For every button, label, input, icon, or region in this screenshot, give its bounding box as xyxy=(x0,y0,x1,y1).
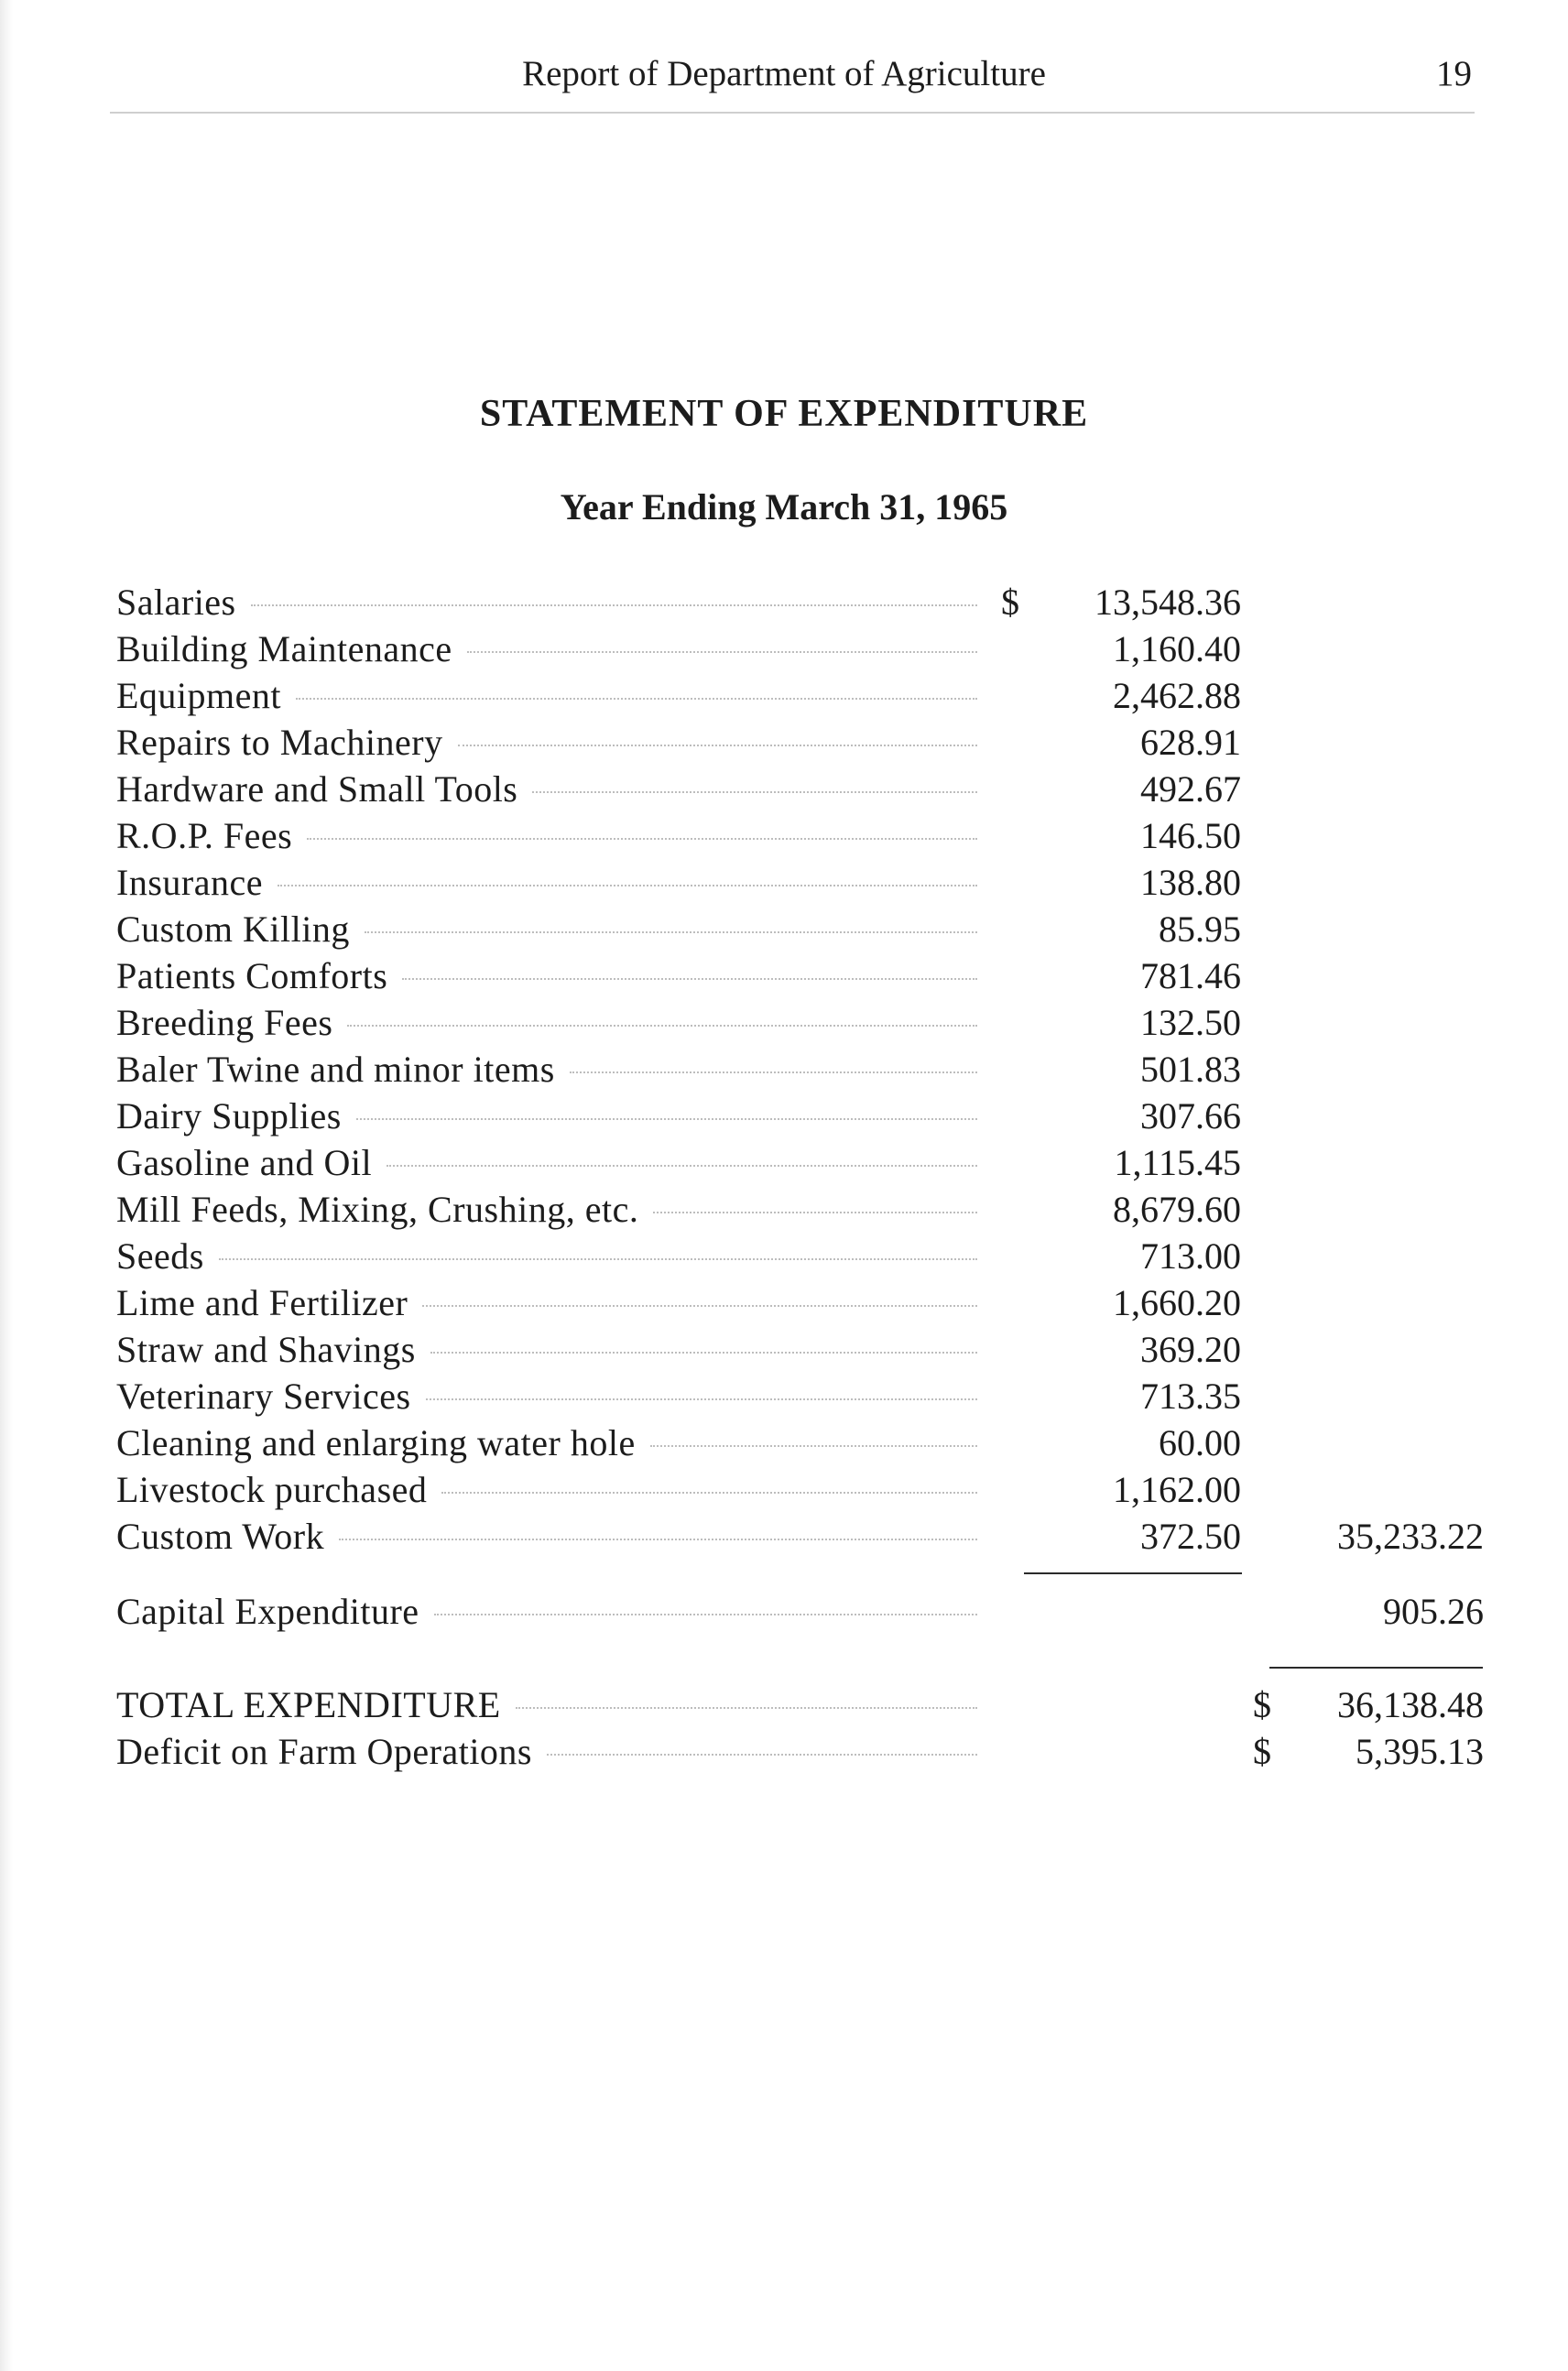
table-row xyxy=(0,952,1568,999)
dot-leader xyxy=(467,651,977,653)
table-row xyxy=(0,1279,1568,1326)
row-label-wrap xyxy=(116,859,986,906)
row-label: Insurance xyxy=(116,862,263,903)
row-amount: 132.50 xyxy=(1140,1002,1241,1043)
row-label: Veterinary Services xyxy=(116,1376,411,1417)
row-label-wrap xyxy=(116,906,986,952)
table-row xyxy=(0,859,1568,906)
capital-section xyxy=(0,1588,1568,1635)
row-amount: 781.46 xyxy=(1140,955,1241,996)
row-label-wrap xyxy=(116,1588,986,1635)
row-amount: 713.35 xyxy=(1140,1376,1241,1417)
dot-leader xyxy=(219,1258,977,1260)
dot-leader xyxy=(516,1707,977,1709)
dot-leader xyxy=(339,1539,977,1540)
row-amount: 372.50 xyxy=(1140,1516,1241,1557)
row-label-wrap xyxy=(116,1466,986,1513)
row-label-wrap xyxy=(116,952,986,999)
dot-leader xyxy=(458,745,977,746)
row-label-wrap xyxy=(116,1139,986,1186)
row-amount: 1,160.40 xyxy=(1113,628,1241,669)
row-amount: 628.91 xyxy=(1140,722,1241,763)
row-amount: 713.00 xyxy=(1140,1235,1241,1277)
row-total: 5,395.13 xyxy=(1356,1731,1484,1772)
row-label-wrap xyxy=(116,672,986,719)
dot-leader xyxy=(441,1492,977,1494)
dot-leader xyxy=(356,1118,977,1120)
table-row xyxy=(0,812,1568,859)
row-amount: 492.67 xyxy=(1140,768,1241,810)
table-row xyxy=(0,1466,1568,1513)
row-label: Baler Twine and minor items xyxy=(116,1049,555,1090)
dot-leader xyxy=(251,604,977,606)
row-label-wrap xyxy=(116,625,986,672)
row-total: 35,233.22 xyxy=(1337,1516,1484,1557)
table-row xyxy=(0,625,1568,672)
row-amount: 1,115.45 xyxy=(1114,1142,1241,1183)
totals-section xyxy=(0,1681,1568,1775)
row-amount: 138.80 xyxy=(1140,862,1241,903)
statement-title: STATEMENT OF EXPENDITURE xyxy=(479,393,1089,435)
table-row xyxy=(0,906,1568,952)
table-row xyxy=(0,1326,1568,1373)
dot-leader xyxy=(307,838,977,840)
table-row xyxy=(0,1681,1568,1728)
dot-leader xyxy=(653,1212,977,1213)
row-label-wrap xyxy=(116,1728,986,1775)
row-label: Dairy Supplies xyxy=(116,1095,342,1137)
row-label-wrap xyxy=(116,1419,986,1466)
row-label-wrap xyxy=(116,1279,986,1326)
running-head xyxy=(0,53,1568,108)
dot-leader xyxy=(426,1398,977,1400)
row-amount: 13,548.36 xyxy=(1094,582,1241,623)
subtotal-rule xyxy=(1024,1572,1242,1574)
row-label-wrap xyxy=(116,1373,986,1419)
row-label-wrap xyxy=(116,1186,986,1233)
row-label: Seeds xyxy=(116,1235,204,1277)
row-label-wrap xyxy=(116,1326,986,1373)
row-amount: 307.66 xyxy=(1140,1095,1241,1137)
expense-list xyxy=(0,579,1568,1560)
row-label-wrap xyxy=(116,1513,986,1560)
row-amount: 8,679.60 xyxy=(1113,1189,1241,1230)
dot-leader xyxy=(570,1071,977,1073)
table-row xyxy=(0,1093,1568,1139)
row-label-wrap xyxy=(116,1046,986,1093)
table-row xyxy=(0,766,1568,812)
row-amount: 1,660.20 xyxy=(1113,1282,1241,1323)
table-row xyxy=(0,1046,1568,1093)
row-amount: 146.50 xyxy=(1140,815,1241,856)
statement-subtitle: Year Ending March 31, 1965 xyxy=(560,486,1008,527)
row-label: Mill Feeds, Mixing, Crushing, etc. xyxy=(116,1189,639,1230)
row-label: Straw and Shavings xyxy=(116,1329,416,1370)
row-label: Gasoline and Oil xyxy=(116,1142,373,1183)
table-row xyxy=(0,1233,1568,1279)
row-label: Breeding Fees xyxy=(116,1002,333,1043)
row-label: Livestock purchased xyxy=(116,1469,428,1510)
row-label-wrap xyxy=(116,579,986,625)
dot-leader xyxy=(347,1025,977,1027)
row-label: Deficit on Farm Operations xyxy=(116,1731,532,1772)
row-label: Custom Work xyxy=(116,1516,325,1557)
dollar-sign: $ xyxy=(1001,582,1019,623)
dollar-sign: $ xyxy=(1253,1731,1271,1772)
table-row xyxy=(0,1373,1568,1419)
row-label: Building Maintenance xyxy=(116,628,452,669)
row-amount: 60.00 xyxy=(1159,1422,1241,1463)
table-row xyxy=(0,999,1568,1046)
row-amount: 369.20 xyxy=(1140,1329,1241,1370)
table-row xyxy=(0,1513,1568,1560)
dot-leader xyxy=(278,885,977,886)
dot-leader xyxy=(402,978,977,980)
table-row xyxy=(0,1419,1568,1466)
row-label-wrap xyxy=(116,1233,986,1279)
dot-leader xyxy=(547,1754,977,1756)
table-row xyxy=(0,719,1568,766)
row-label: Patients Comforts xyxy=(116,955,388,996)
row-label: R.O.P. Fees xyxy=(116,815,293,856)
row-label: Cleaning and enlarging water hole xyxy=(116,1422,636,1463)
row-label-wrap xyxy=(116,999,986,1046)
row-label-wrap xyxy=(116,1093,986,1139)
row-label: TOTAL EXPENDITURE xyxy=(116,1684,501,1725)
row-amount: 1,162.00 xyxy=(1113,1469,1241,1510)
row-label-wrap xyxy=(116,766,986,812)
row-amount: 501.83 xyxy=(1140,1049,1241,1090)
table-row xyxy=(0,672,1568,719)
running-title: Report of Department of Agriculture xyxy=(522,54,1046,93)
dot-leader xyxy=(365,931,977,933)
row-label: Repairs to Machinery xyxy=(116,722,443,763)
capital-row xyxy=(0,1588,1568,1635)
dot-leader xyxy=(430,1352,977,1354)
row-label-wrap xyxy=(116,1681,986,1728)
row-amount: 85.95 xyxy=(1159,908,1241,950)
row-label-wrap xyxy=(116,719,986,766)
row-label: Hardware and Small Tools xyxy=(116,768,518,810)
dot-leader xyxy=(296,698,977,700)
row-total: 36,138.48 xyxy=(1337,1684,1484,1725)
dot-leader xyxy=(387,1165,977,1167)
row-label: Capital Expenditure xyxy=(116,1591,419,1632)
row-label-wrap xyxy=(116,812,986,859)
dot-leader xyxy=(650,1445,977,1447)
dot-leader xyxy=(422,1305,977,1307)
table-row xyxy=(0,1186,1568,1233)
row-label: Lime and Fertilizer xyxy=(116,1282,408,1323)
row-amount: 2,462.88 xyxy=(1113,675,1241,716)
row-label: Equipment xyxy=(116,675,282,716)
page-number: 19 xyxy=(1436,54,1472,93)
table-row xyxy=(0,1728,1568,1775)
row-total: 905.26 xyxy=(1383,1591,1484,1632)
dot-leader xyxy=(532,791,977,793)
table-row xyxy=(0,579,1568,625)
dollar-sign: $ xyxy=(1253,1684,1271,1725)
row-label: Salaries xyxy=(116,582,236,623)
header-rule xyxy=(110,112,1475,114)
table-row xyxy=(0,1139,1568,1186)
dot-leader xyxy=(434,1614,977,1615)
row-label: Custom Killing xyxy=(116,908,350,950)
total-rule xyxy=(1269,1667,1483,1669)
